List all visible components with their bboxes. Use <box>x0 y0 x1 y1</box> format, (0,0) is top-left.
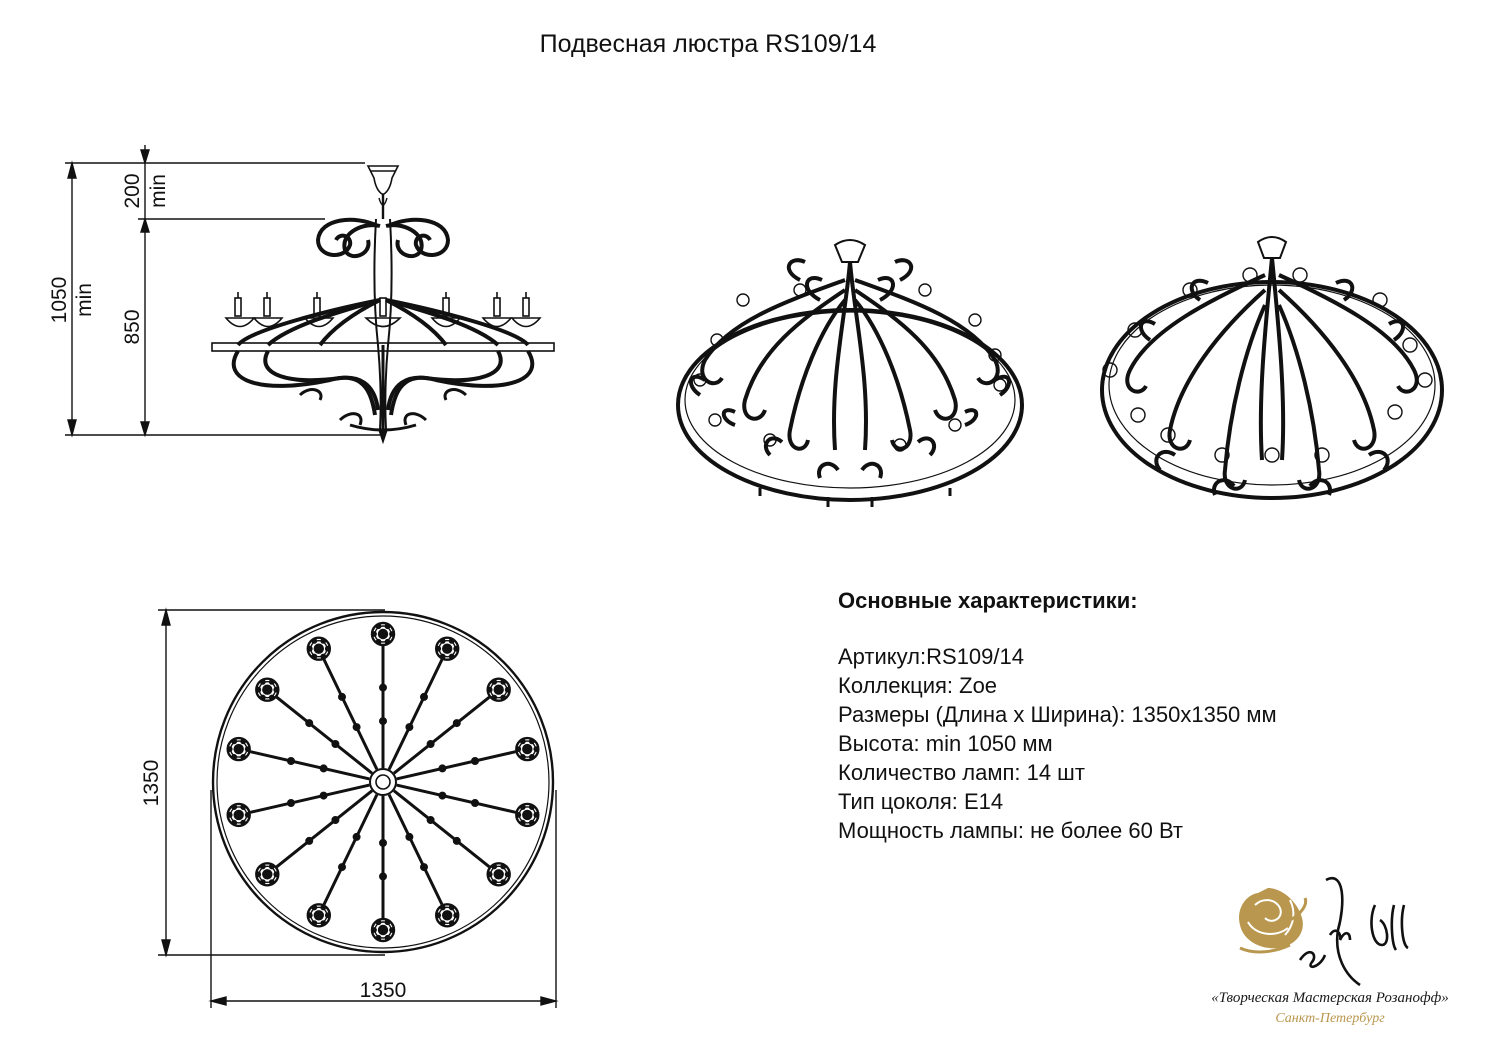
rozanoff-logo <box>1239 878 1408 985</box>
candle-rosette <box>372 919 394 941</box>
arm-knuckle <box>307 721 312 726</box>
arm-knuckle <box>340 865 345 870</box>
plan-diameter-horizontal-label: 1350 <box>359 979 407 1002</box>
spec-size: Размеры (Длина х Ширина): 1350х1350 мм <box>838 702 1277 727</box>
candle-rosette <box>436 904 458 926</box>
arm-knuckle <box>381 840 386 845</box>
arm-knuckle <box>381 685 386 690</box>
plan-diameter-vertical-label: 1350 <box>140 759 163 807</box>
arm-knuckle <box>289 801 294 806</box>
arm-knuckle <box>440 766 445 771</box>
arm-knuckle <box>340 694 345 699</box>
plan-view <box>140 610 556 1008</box>
arm-knuckle <box>381 719 386 724</box>
candle-rosette <box>228 804 250 826</box>
arm-knuckle <box>454 838 459 843</box>
logo-city: Санкт-Петербург <box>1275 1011 1385 1026</box>
arm-knuckle <box>428 742 433 747</box>
plan-arms <box>250 646 515 918</box>
candle-rosette <box>516 738 538 760</box>
candle-rosette <box>436 638 458 660</box>
side-elevation-view <box>48 145 554 442</box>
arm-knuckle <box>428 818 433 823</box>
candle-rosette <box>256 863 278 885</box>
spec-lamp-power: Мощность лампы: не более 60 Вт <box>838 818 1183 843</box>
candle-rosette <box>308 638 330 660</box>
signature-mark <box>1300 878 1408 985</box>
arm-knuckle <box>321 793 326 798</box>
arm-knuckle <box>422 694 427 699</box>
arm-knuckle <box>454 721 459 726</box>
arm-knuckle <box>321 766 326 771</box>
candle-rosette <box>516 804 538 826</box>
candle-rosette <box>372 623 394 645</box>
plan-arm <box>324 795 377 905</box>
candle-rosette <box>488 679 510 701</box>
spec-lamp-count: Количество ламп: 14 шт <box>838 760 1085 785</box>
chain-length-note: min <box>147 174 170 208</box>
candle-rosette <box>228 738 250 760</box>
arm-knuckle <box>473 801 478 806</box>
logo-company-name: «Творческая Мастерская Розанофф» <box>1211 990 1449 1006</box>
spec-height: Высота: min 1050 мм <box>838 731 1053 756</box>
total-height-label: 1050 <box>48 276 71 324</box>
arm-knuckle <box>407 834 412 839</box>
arm-knuckle <box>354 834 359 839</box>
arm-knuckle <box>333 818 338 823</box>
candle-rosette <box>308 904 330 926</box>
arm-knuckle <box>289 759 294 764</box>
plan-arm <box>389 660 442 770</box>
dimension-chain-body <box>121 145 325 435</box>
spec-socket-type: Тип цоколя: Е14 <box>838 789 1004 814</box>
candle-rosette <box>488 863 510 885</box>
drawing-title: Подвесная люстра RS109/14 <box>539 30 877 58</box>
spec-collection: Коллекция: Zoe <box>838 673 998 698</box>
total-height-note: min <box>73 283 96 317</box>
body-height-label: 850 <box>121 309 144 345</box>
chain-length-label: 200 <box>121 173 144 209</box>
arm-knuckle <box>422 865 427 870</box>
arm-knuckle <box>333 742 338 747</box>
candle-rosette <box>256 679 278 701</box>
arm-knuckle <box>354 725 359 730</box>
spec-article: Артикул:RS109/14 <box>838 644 1024 669</box>
dimension-total-height <box>48 163 380 435</box>
plan-arm <box>324 660 377 770</box>
arm-knuckle <box>440 793 445 798</box>
arm-knuckle <box>307 838 312 843</box>
specs-heading: Основные характеристики: <box>838 588 1138 613</box>
specs-panel <box>838 586 1277 845</box>
perspective-view-1 <box>678 240 1022 507</box>
perspective-view-2 <box>1102 237 1442 498</box>
arm-knuckle <box>381 874 386 879</box>
arm-knuckle <box>473 759 478 764</box>
plan-arm <box>389 795 442 905</box>
arm-knuckle <box>407 725 412 730</box>
